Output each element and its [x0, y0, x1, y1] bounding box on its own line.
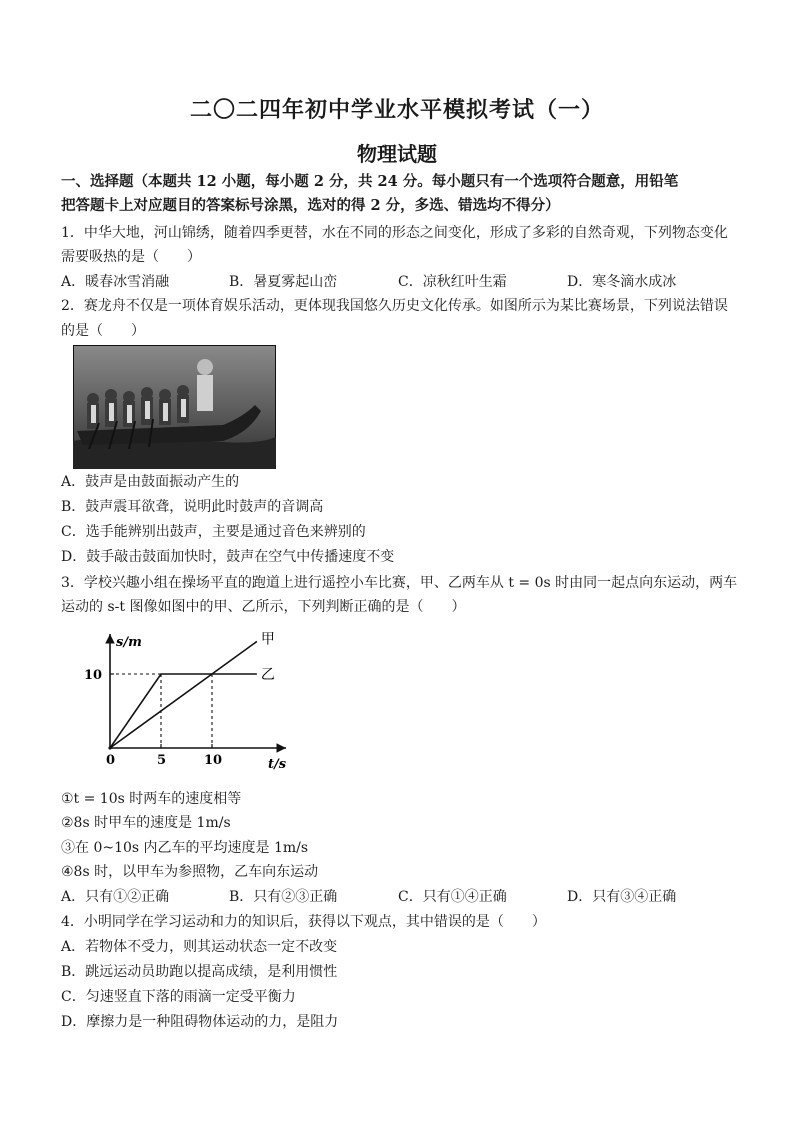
q4-stem: 4．小明同学在学习运动和力的知识后，获得以下观点，其中错误的是（ ）	[61, 914, 546, 930]
s-t-graph	[72, 628, 296, 776]
q3-option-c: C．只有①④正确	[398, 889, 507, 905]
q2-stem-line2: 的是（ ）	[61, 323, 145, 339]
q4-option-a: A．若物体不受力，则其运动状态一定不改变	[61, 939, 338, 955]
y-tick-label-10: 10	[84, 668, 103, 683]
q1-option-b: B．暑夏雾起山峦	[229, 274, 338, 290]
section-heading-line1: 一、选择题（本题共 12 小题，每小题 2 分，共 24 分。每小题只有一个选项符合题意，用铅笔	[61, 173, 679, 190]
series-label-2: 乙	[260, 667, 275, 683]
dragon-boat-photo	[73, 345, 276, 469]
q1-option-a: A．暖春冰雪消融	[61, 274, 170, 290]
q2-option-a: A．鼓声是由鼓面振动产生的	[61, 474, 240, 490]
exam-subtitle: 物理试题	[357, 142, 437, 166]
q2-stem-line1: 2．赛龙舟不仅是一项体育娱乐活动，更体现我国悠久历史文化传承。如图所示为某比赛场景，下列说法错误	[61, 298, 728, 314]
q2-option-b: B．鼓声震耳欲聋，说明此时鼓声的音调高	[61, 499, 324, 515]
q1-stem-line2: 需要吸热的是（ ）	[61, 249, 201, 265]
q3-option-d: D．只有③④正确	[567, 889, 677, 905]
x-axis-label: t/s	[268, 757, 287, 772]
q1-stem-line1: 1．中华大地，河山锦绣，随着四季更替，水在不同的形态之间变化，形成了多彩的自然奇观，下列物态变化	[61, 225, 728, 241]
q3-statement-4: ④8s 时，以甲车为参照物，乙车向东运动	[61, 864, 319, 880]
q4-option-c: C．匀速竖直下落的雨滴一定受平衡力	[61, 989, 296, 1005]
x-tick-label-10: 10	[204, 753, 223, 768]
q3-statement-3: ③在 0~10s 内乙车的平均速度是 1m/s	[61, 840, 309, 856]
series-line-1	[110, 641, 257, 748]
x-tick-label-5: 5	[157, 753, 167, 768]
q3-stem-line2: 运动的 s-t 图像如图中的甲、乙所示，下列判断正确的是（ ）	[61, 599, 466, 615]
q3-stem-line1: 3．学校兴趣小组在操场平直的跑道上进行遥控小车比赛，甲、乙两车从 t = 0s 时由同一起点向东运动，两车	[61, 575, 738, 591]
q3-option-a: A．只有①②正确	[61, 889, 170, 905]
y-axis-label: s/m	[116, 635, 142, 650]
q3-statement-1: ①t = 10s 时两车的速度相等	[61, 791, 242, 807]
q4-option-b: B．跳远运动员助跑以提高成绩，是利用惯性	[61, 964, 338, 980]
q1-option-c: C．凉秋红叶生霜	[398, 274, 507, 290]
series-label-1: 甲	[260, 631, 275, 648]
exam-title: 二〇二四年初中学业水平模拟考试（一）	[189, 97, 604, 123]
origin-point	[108, 746, 111, 749]
q1-option-d: D．寒冬滴水成冰	[567, 274, 677, 290]
section-heading-line2: 把答题卡上对应题目的答案标号涂黑，选对的得 2 分，多选、错选均不得分）	[61, 197, 560, 214]
q3-statement-2: ②8s 时甲车的速度是 1m/s	[61, 815, 231, 831]
q2-option-d: D．鼓手敲击鼓面加快时，鼓声在空气中传播速度不变	[61, 549, 395, 565]
q4-option-d: D．摩擦力是一种阻碍物体运动的力，是阻力	[61, 1014, 339, 1030]
series-line-2	[110, 674, 257, 748]
x-tick-label-0: 0	[106, 753, 116, 768]
q3-option-b: B．只有②③正确	[229, 889, 338, 905]
q2-option-c: C．选手能辨别出鼓声，主要是通过音色来辨别的	[61, 524, 366, 540]
